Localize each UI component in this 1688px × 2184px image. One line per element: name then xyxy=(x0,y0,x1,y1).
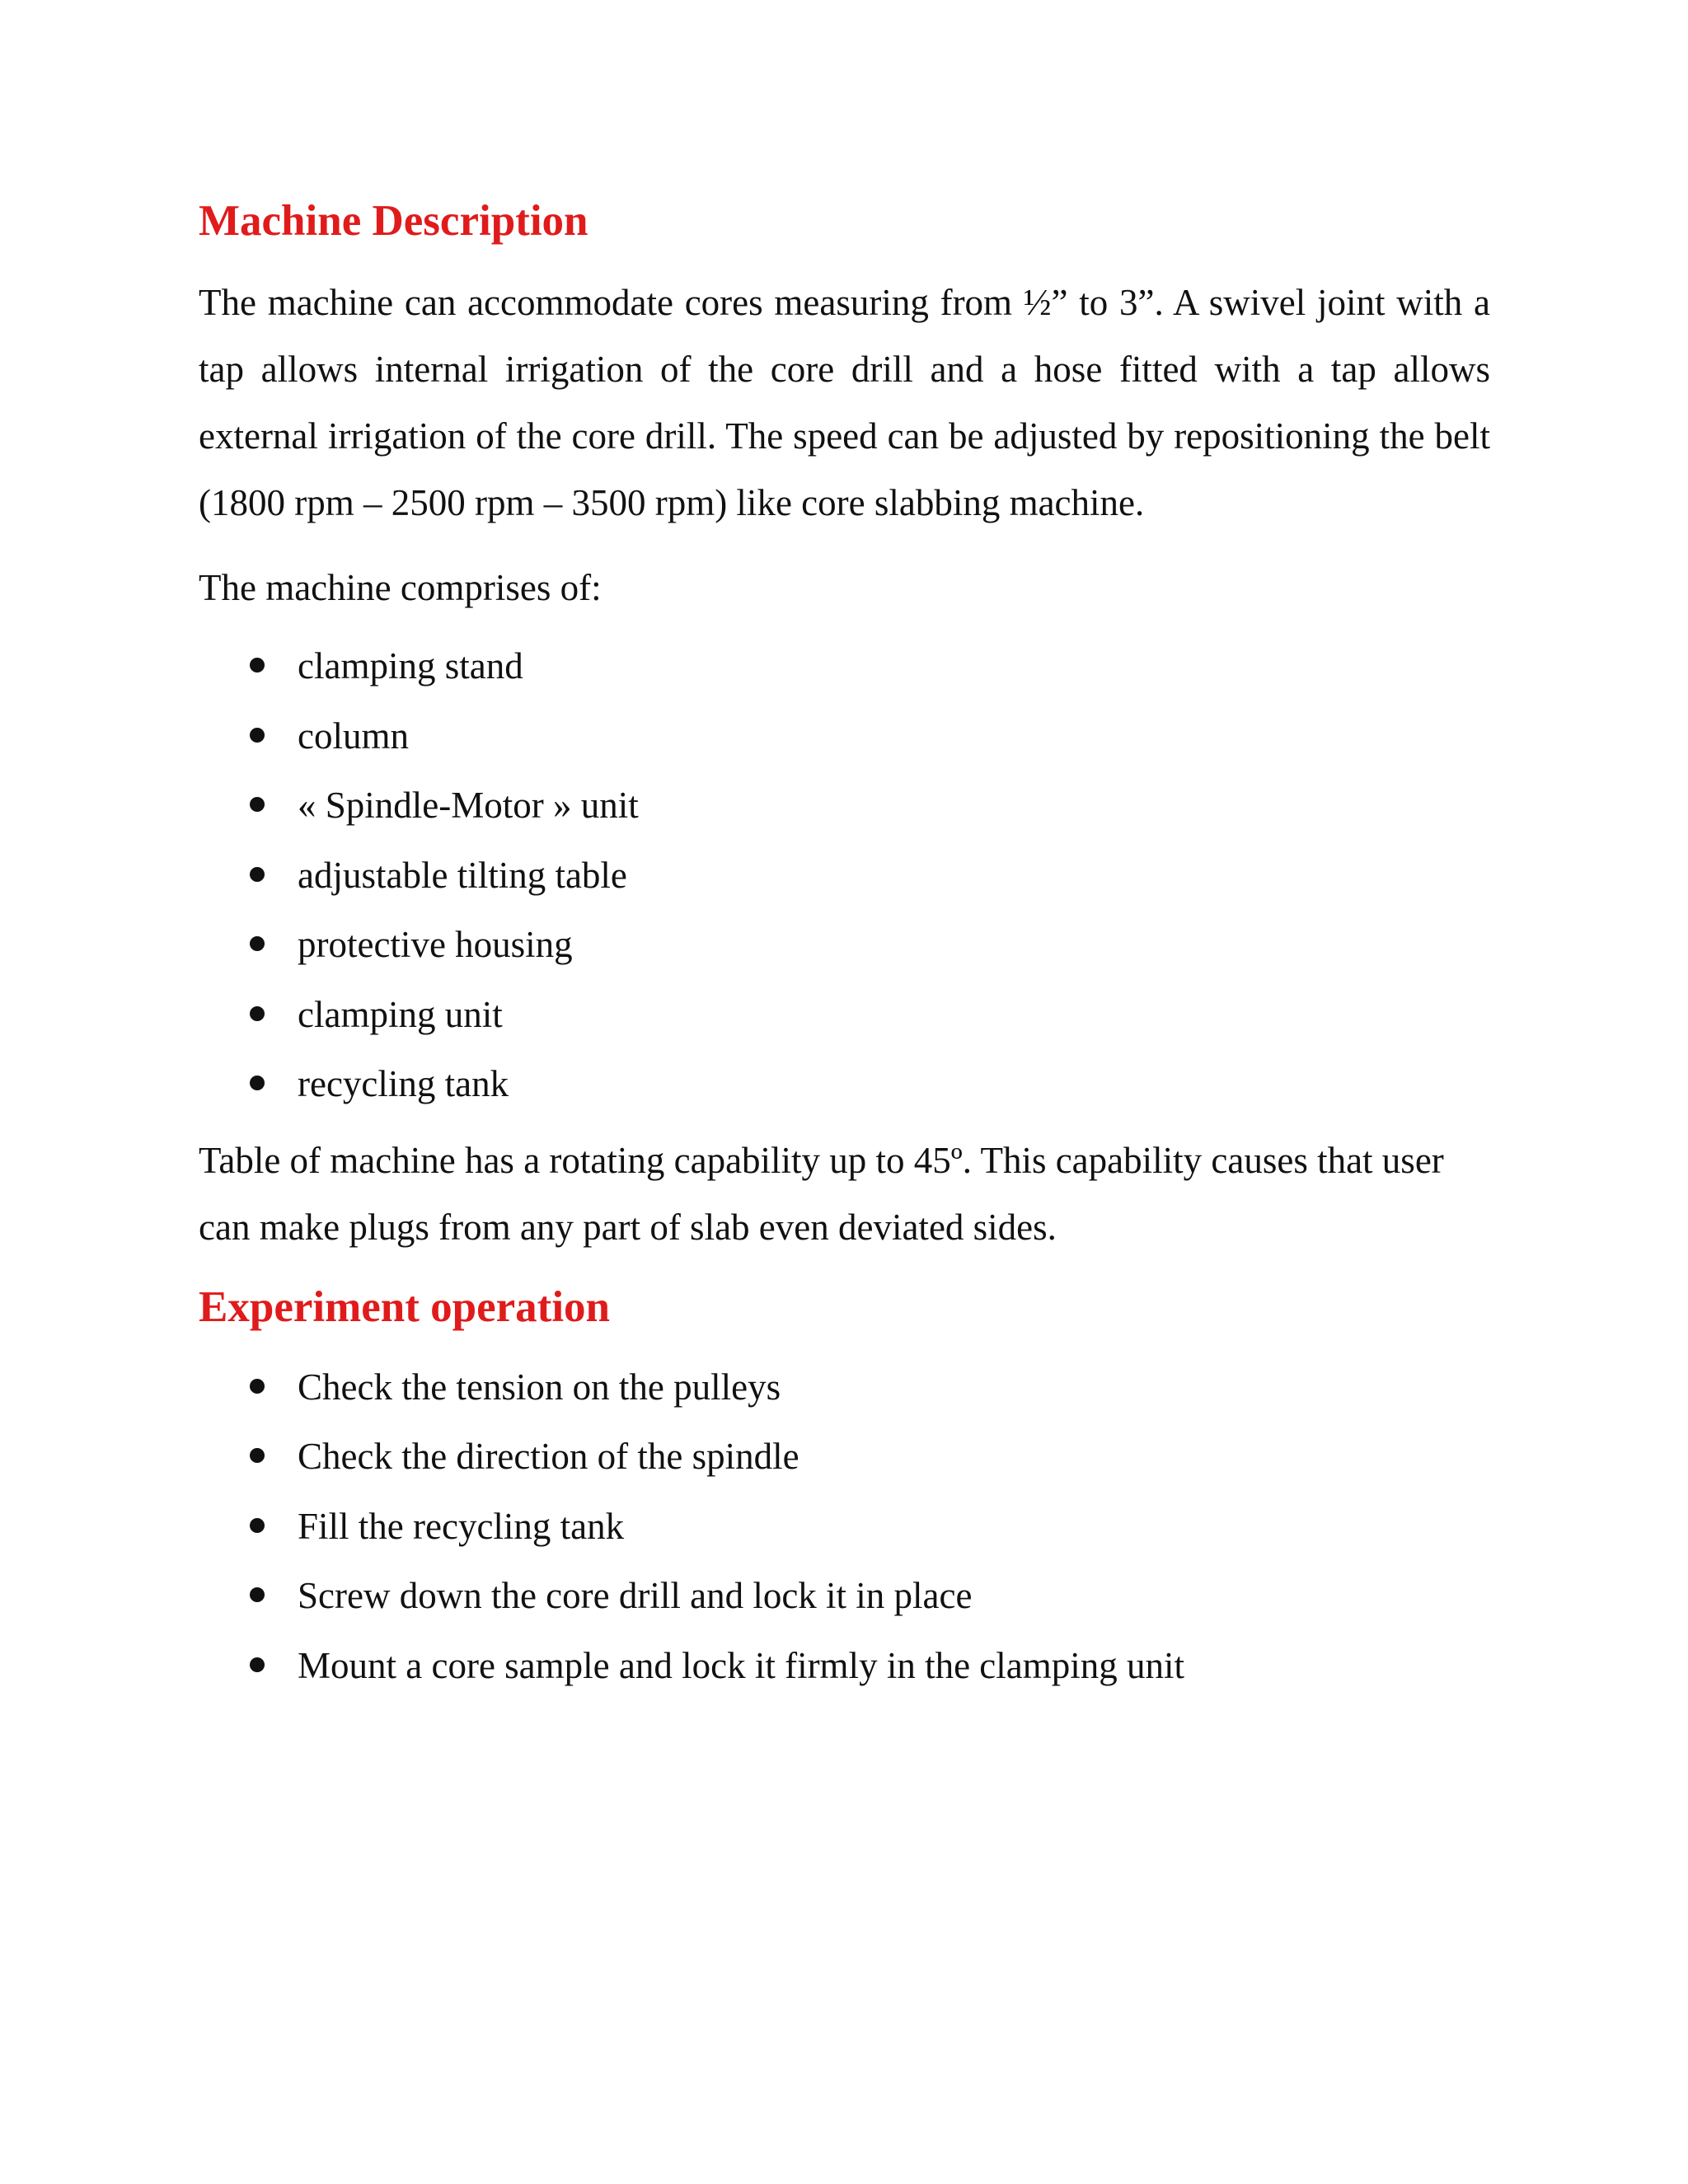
paragraph-comprises-label: The machine comprises of: xyxy=(199,567,602,608)
list-item-text: clamping unit xyxy=(298,993,503,1035)
list-item xyxy=(199,980,1490,1050)
list-item xyxy=(199,1049,1490,1119)
bullet-icon xyxy=(250,1076,265,1090)
list-machine-components xyxy=(199,631,1490,1119)
list-item-text: Check the direction of the spindle xyxy=(298,1436,799,1477)
list-operation-steps xyxy=(199,1352,1490,1701)
bullet-icon xyxy=(250,658,265,673)
list-item xyxy=(199,1631,1490,1701)
paragraph-table-rotation: Table of machine has a rotating capability up to 45º. This capability causes that user can make plugs from any part of slab even deviated sides. xyxy=(199,1139,1444,1248)
list-item-text: « Spindle-Motor » unit xyxy=(298,785,639,826)
list-item-text: Check the tension on the pulleys xyxy=(298,1366,781,1408)
list-item-text: Mount a core sample and lock it firmly in the clamping unit xyxy=(298,1644,1185,1686)
list-item-text: Screw down the core drill and lock it in place xyxy=(298,1575,973,1616)
list-item xyxy=(199,1492,1490,1562)
list-item xyxy=(199,910,1490,980)
bullet-icon xyxy=(250,728,265,743)
bullet-icon xyxy=(250,1448,265,1463)
list-item-text: clamping stand xyxy=(298,645,523,687)
list-item xyxy=(199,701,1490,771)
document-page xyxy=(199,191,1490,1700)
list-item xyxy=(199,771,1490,841)
bullet-icon xyxy=(250,1657,265,1672)
list-item-text: adjustable tilting table xyxy=(298,854,627,896)
bullet-icon xyxy=(250,1518,265,1533)
list-item xyxy=(199,841,1490,911)
list-item-text: Fill the recycling tank xyxy=(298,1505,625,1547)
paragraph-machine-intro: The machine can accommodate cores measuring from ½” to 3”. A swivel joint with a tap allows internal irrigation of the core drill and a hose fitted with a tap allows external irrigation of the core drill. The speed can be adjusted by repositioning the belt (1800 rpm – 2500 rpm – 3500 rpm) like core slabbing machine. xyxy=(199,282,1490,523)
list-item xyxy=(199,1422,1490,1492)
bullet-icon xyxy=(250,797,265,812)
list-item xyxy=(199,1561,1490,1631)
bullet-icon xyxy=(250,867,265,882)
list-item-text: column xyxy=(298,715,409,757)
list-item xyxy=(199,631,1490,701)
list-item-text: recycling tank xyxy=(298,1063,509,1104)
heading-experiment-operation: Experiment operation xyxy=(199,1282,611,1331)
bullet-icon xyxy=(250,936,265,951)
bullet-icon xyxy=(250,1587,265,1602)
list-item xyxy=(199,1352,1490,1422)
bullet-icon xyxy=(250,1379,265,1394)
bullet-icon xyxy=(250,1006,265,1021)
heading-machine-description: Machine Description xyxy=(199,197,588,245)
list-item-text: protective housing xyxy=(298,924,573,965)
